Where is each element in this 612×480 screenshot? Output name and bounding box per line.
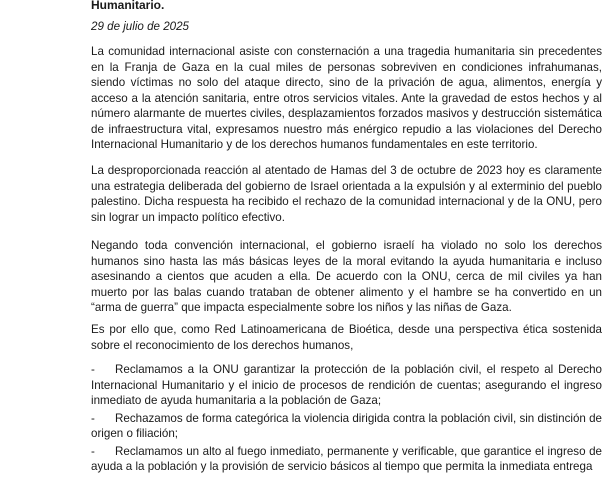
bullet-dash: -: [91, 363, 95, 376]
paragraph-1: La comunidad internacional asiste con consternación a una tragedia humanitaria sin precedentes en la Franja de Gaza en la cual miles de personas sobreviven en condiciones infrahumanas, siendo víctimas no solo del ataque directo, sino de la privación de agua, alimentos, energía y acceso a la atención sanitaria, entre otros servicios vitales. Ante la gravedad de estos hechos y al número alarmante de muertes civiles, desplazamientos forzados masivos y destrucción sistemática de infraestructura vital, expresamos nuestro más enérgico repudio a las violaciones del Derecho Internacional Humanitario y de los derechos humanos fundamentales en este territorio.: [91, 45, 602, 151]
demands-list: [91, 362, 602, 477]
list-item: [91, 444, 602, 475]
paragraph-4: Es por ello que, como Red Latinoamericana de Bioética, desde una perspectiva ética sostenida sobre el reconocimiento de los derechos humanos,: [91, 323, 602, 352]
list-item-text: Reclamamos un alto al fuego inmediato, permanente y verificable, que garantice el ingreso de ayuda a la población y la provisión de servicio básicos al tiempo que permita la inmediata entrega: [91, 444, 602, 473]
bullet-dash: -: [91, 444, 95, 458]
paragraph-2: La desproporcionada reacción al atentado de Hamas del 3 de octubre de 2023 hoy es claramente una estrategia deliberada del gobierno de Israel orientada a la expulsión y al exterminio del pueblo palestino. Dicha respuesta ha recibido el rechazo de la comunidad internacional y de la ONU, pero sin lograr un impacto político efectivo.: [91, 164, 602, 224]
bullet-dash: -: [91, 411, 95, 425]
list-item-text: Rechazamos de forma categórica la violencia dirigida contra la población civil, sin distinción de origen o filiación;: [91, 411, 602, 440]
document-heading: Humanitario.: [91, 0, 165, 12]
document-date: 29 de julio de 2025: [91, 20, 189, 33]
list-item: [91, 411, 602, 442]
list-item: [91, 362, 602, 409]
paragraph-3: Negando toda convención internacional, el gobierno israelí ha violado no solo los derechos humanos sino hasta las más básicas leyes de la moral evitando la ayuda humanitaria e incluso asesinando a cientos que acuden a ella. De acuerdo con la ONU, cerca de mil civiles ya han muerto por las balas cuando trataban de obtener alimento y el hambre se ha convertido en un “arma de guerra” que impacta especialmente sobre los niños y las niñas de Gaza.: [91, 239, 602, 314]
list-item-text: Reclamamos a la ONU garantizar la protección de la población civil, el respeto al Derecho Internacional Humanitario y el inicio de procesos de rendición de cuentas; asegurando el ingreso inmediato de ayuda humanitaria a la población de Gaza;: [91, 363, 602, 407]
